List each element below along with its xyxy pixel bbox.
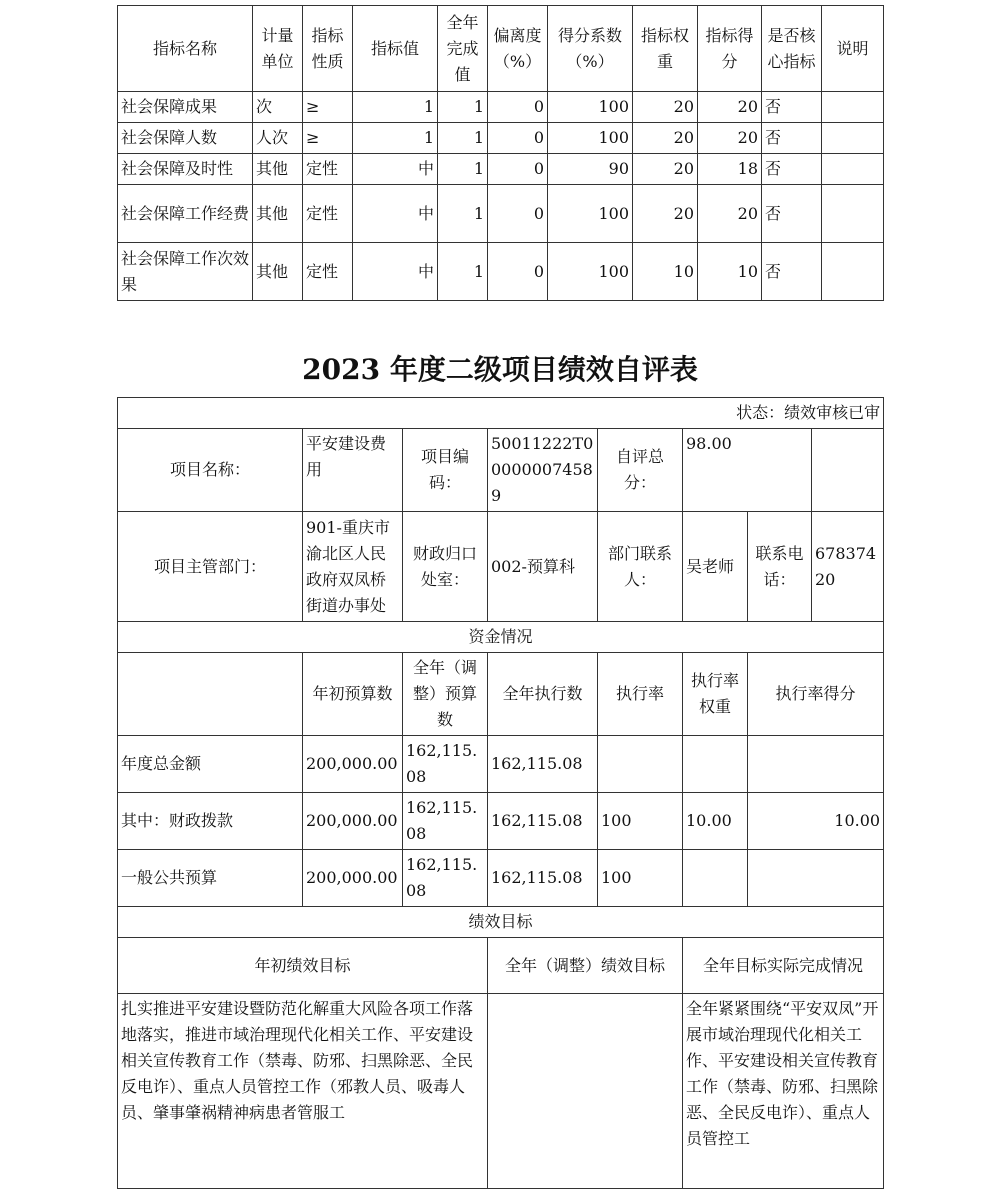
- evaluation-form-table: [117, 397, 884, 1189]
- table-cell: [822, 154, 884, 185]
- adjusted-goal-text: [488, 994, 683, 1189]
- indicator-table: [117, 5, 884, 301]
- table-cell: 否: [762, 185, 822, 243]
- table-cell: 1: [438, 123, 488, 154]
- header-cell: 指标值: [353, 6, 438, 92]
- funds-cell: 年度总金额: [118, 736, 303, 793]
- department-row: [118, 512, 884, 622]
- funds-cell: [748, 736, 884, 793]
- table-cell: 中: [353, 185, 438, 243]
- project-name-value: 平安建设费用: [303, 429, 403, 512]
- indicator-header-row: [118, 6, 884, 92]
- header-cell: 指标得分: [698, 6, 762, 92]
- table-cell: [822, 92, 884, 123]
- initial-goal-text: 扎实推进平安建设暨防范化解重大风险各项工作落地落实，推进市域治理现代化相关工作、平安建设相关宣传教育工作（禁毒、防邪、扫黑除恶、全民反电诈）、重点人员管控工作（邪教人员、吸毒人员、肇事肇祸精神病患者管服工: [118, 994, 488, 1189]
- table-row: [118, 793, 884, 850]
- funds-cell: 162,115.08: [488, 736, 598, 793]
- table-cell: 20: [698, 92, 762, 123]
- table-cell: 1: [438, 92, 488, 123]
- goals-header-row: [118, 938, 884, 994]
- table-cell: 20: [633, 154, 698, 185]
- finance-office-label: 财政归口处室：: [403, 512, 488, 622]
- table-cell: 中: [353, 154, 438, 185]
- table-cell: 社会保障成果: [118, 92, 253, 123]
- goals-header-cell: 年初绩效目标: [118, 938, 488, 994]
- table-cell: 100: [548, 92, 633, 123]
- contact-label: 部门联系人：: [598, 512, 683, 622]
- dept-value: 901-重庆市渝北区人民政府双凤桥街道办事处: [303, 512, 403, 622]
- funds-cell: [683, 850, 748, 907]
- table-row: [118, 123, 884, 154]
- header-cell: 指标权重: [633, 6, 698, 92]
- table-row: [118, 185, 884, 243]
- table-cell: 20: [633, 92, 698, 123]
- table-cell: 0: [488, 185, 548, 243]
- header-cell: 得分系数（%）: [548, 6, 633, 92]
- funds-cell: [598, 736, 683, 793]
- funds-header-cell: 执行率得分: [748, 653, 884, 736]
- table-cell: [822, 243, 884, 301]
- funds-header-cell: 执行率: [598, 653, 683, 736]
- funds-cell: 162,115.08: [403, 793, 488, 850]
- table-cell: 1: [353, 123, 438, 154]
- table-cell: 定性: [303, 243, 353, 301]
- funds-header-row: [118, 653, 884, 736]
- project-code-label: 项目编码：: [403, 429, 488, 512]
- table-cell: 100: [548, 123, 633, 154]
- table-cell: 10: [698, 243, 762, 301]
- goals-section-row: [118, 907, 884, 938]
- table-cell: 社会保障工作经费: [118, 185, 253, 243]
- funds-cell: 100: [598, 793, 683, 850]
- table-cell: 20: [698, 123, 762, 154]
- table-cell: 0: [488, 123, 548, 154]
- phone-label: 联系电话：: [748, 512, 812, 622]
- table-cell: 中: [353, 243, 438, 301]
- funds-cell: 一般公共预算: [118, 850, 303, 907]
- header-cell: 说明: [822, 6, 884, 92]
- header-cell: 指标名称: [118, 6, 253, 92]
- table-cell: 1: [438, 154, 488, 185]
- funds-cell: 10.00: [748, 793, 884, 850]
- finance-office-value: 002-预算科: [488, 512, 598, 622]
- table-cell: 1: [438, 243, 488, 301]
- funds-header-cell: 全年（调整）预算数: [403, 653, 488, 736]
- table-cell: 定性: [303, 185, 353, 243]
- empty-cell: [812, 429, 884, 512]
- table-cell: 100: [548, 243, 633, 301]
- table-cell: 0: [488, 154, 548, 185]
- goals-header-cell: 全年目标实际完成情况: [683, 938, 884, 994]
- page-title: 2023 年度二级项目绩效自评表: [302, 353, 698, 386]
- self-score-label: 自评总分：: [598, 429, 683, 512]
- table-cell: 其他: [253, 243, 303, 301]
- table-row: [118, 736, 884, 793]
- funds-cell: [683, 736, 748, 793]
- header-cell: 是否核心指标: [762, 6, 822, 92]
- project-info-row: [118, 429, 884, 512]
- funds-header-cell: 全年执行数: [488, 653, 598, 736]
- table-cell: ≥: [303, 123, 353, 154]
- table-cell: 18: [698, 154, 762, 185]
- dept-label: 项目主管部门：: [118, 512, 303, 622]
- table-row: [118, 154, 884, 185]
- funds-header-cell: [118, 653, 303, 736]
- funds-cell: 200,000.00: [303, 736, 403, 793]
- status-text: 状态：绩效审核已审: [118, 398, 884, 429]
- table-cell: [822, 123, 884, 154]
- funds-cell: 162,115.08: [403, 736, 488, 793]
- table-cell: 0: [488, 243, 548, 301]
- header-cell: 全年完成值: [438, 6, 488, 92]
- table-cell: 20: [698, 185, 762, 243]
- table-cell: 其他: [253, 154, 303, 185]
- table-cell: 1: [353, 92, 438, 123]
- table-cell: 人次: [253, 123, 303, 154]
- funds-cell: 200,000.00: [303, 850, 403, 907]
- funds-section-row: [118, 622, 884, 653]
- table-cell: 10: [633, 243, 698, 301]
- goals-header-cell: 全年（调整）绩效目标: [488, 938, 683, 994]
- self-score-value: 98.00: [683, 429, 812, 512]
- funds-header-cell: 执行率权重: [683, 653, 748, 736]
- table-cell: 社会保障工作次效果: [118, 243, 253, 301]
- funds-section-title: 资金情况: [118, 622, 884, 653]
- table-cell: 定性: [303, 154, 353, 185]
- table-cell: 20: [633, 185, 698, 243]
- table-row: [118, 243, 884, 301]
- table-cell: [822, 185, 884, 243]
- table-cell: ≥: [303, 92, 353, 123]
- funds-cell: 10.00: [683, 793, 748, 850]
- table-cell: 100: [548, 185, 633, 243]
- funds-cell: [748, 850, 884, 907]
- table-row: [118, 92, 884, 123]
- phone-value: 67837420: [812, 512, 884, 622]
- table-cell: 社会保障人数: [118, 123, 253, 154]
- table-cell: 否: [762, 92, 822, 123]
- table-cell: 1: [438, 185, 488, 243]
- goals-content-row: [118, 994, 884, 1189]
- funds-cell: 162,115.08: [403, 850, 488, 907]
- table-cell: 否: [762, 123, 822, 154]
- table-cell: 20: [633, 123, 698, 154]
- table-cell: 0: [488, 92, 548, 123]
- table-cell: 次: [253, 92, 303, 123]
- funds-cell: 200,000.00: [303, 793, 403, 850]
- table-cell: 否: [762, 243, 822, 301]
- funds-header-cell: 年初预算数: [303, 653, 403, 736]
- contact-value: 吴老师: [683, 512, 748, 622]
- header-cell: 指标性质: [303, 6, 353, 92]
- goals-section-title: 绩效目标: [118, 907, 884, 938]
- actual-completion-text: 全年紧紧围绕“平安双凤”开展市域治理现代化相关工作、平安建设相关宣传教育工作（禁毒、防邪、扫黑除恶、全民反电诈）、重点人员管控工: [683, 994, 884, 1189]
- header-cell: 偏离度（%）: [488, 6, 548, 92]
- table-cell: 否: [762, 154, 822, 185]
- funds-cell: 162,115.08: [488, 793, 598, 850]
- header-cell: 计量单位: [253, 6, 303, 92]
- table-cell: 其他: [253, 185, 303, 243]
- project-name-label: 项目名称：: [118, 429, 303, 512]
- table-cell: 社会保障及时性: [118, 154, 253, 185]
- funds-cell: 100: [598, 850, 683, 907]
- funds-cell: 其中：财政拨款: [118, 793, 303, 850]
- funds-cell: 162,115.08: [488, 850, 598, 907]
- table-row: [118, 850, 884, 907]
- project-code-value: 50011222T000000074589: [488, 429, 598, 512]
- table-cell: 90: [548, 154, 633, 185]
- status-row: [118, 398, 884, 429]
